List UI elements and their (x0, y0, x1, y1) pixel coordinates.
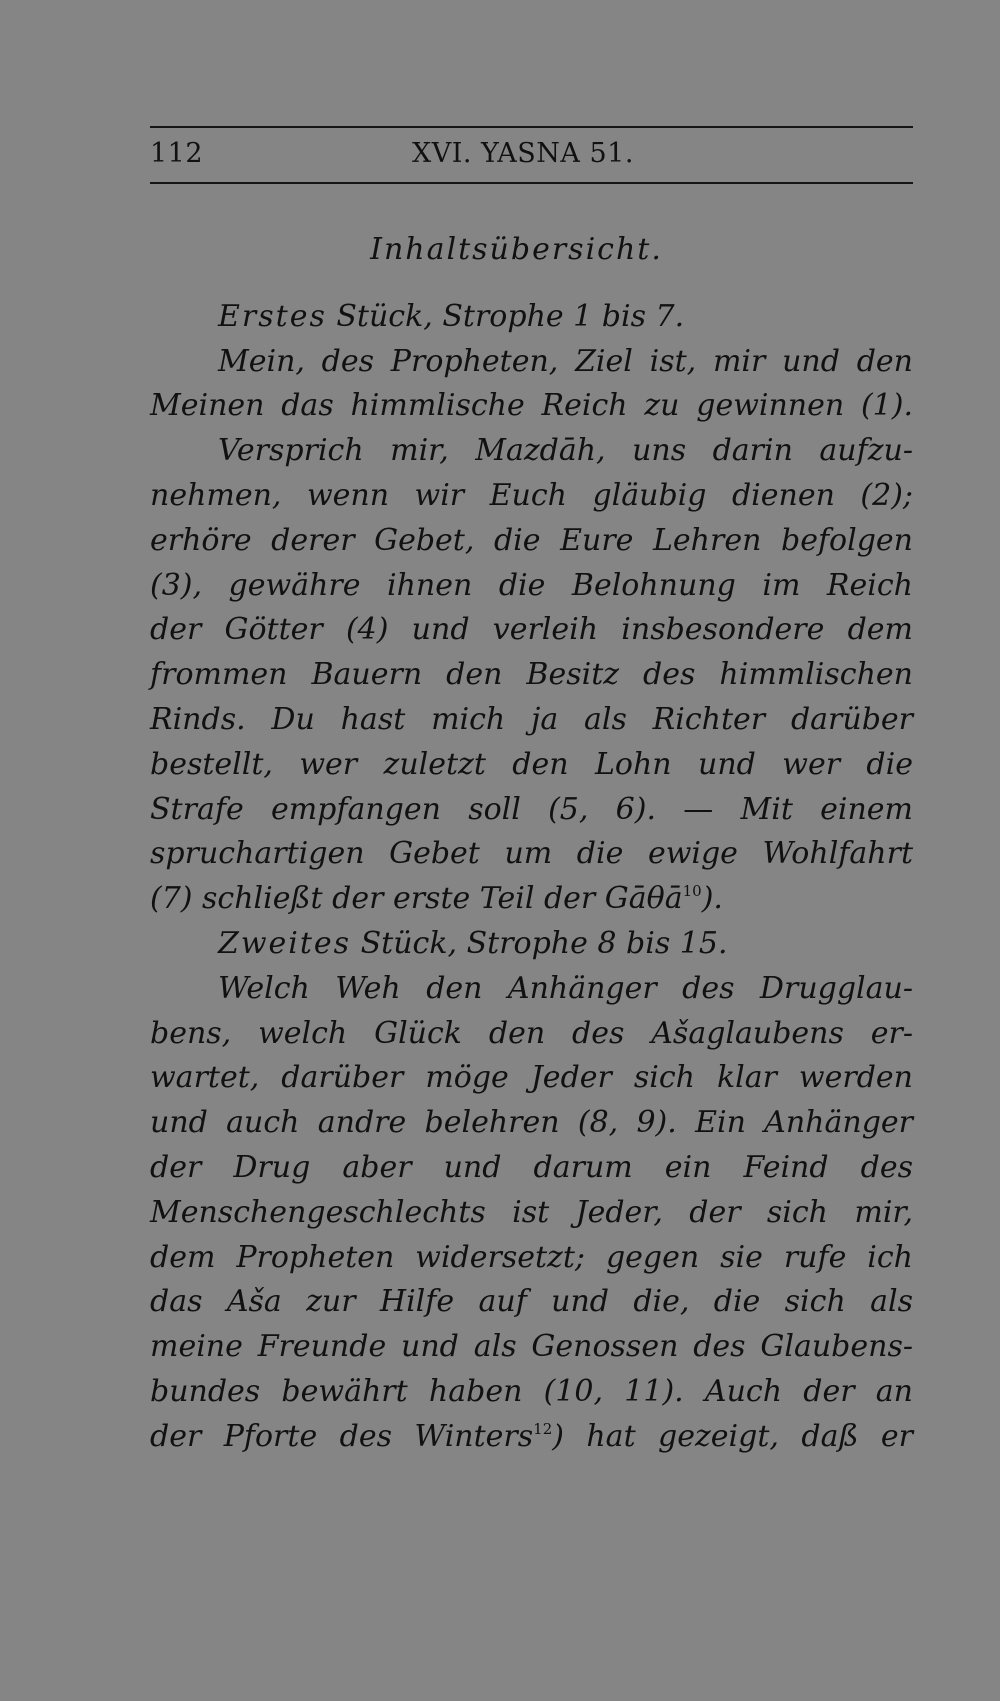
text-line: bens, welch Glück den des Ašaglaubens er- (150, 1015, 913, 1051)
text-line: bundes bewährt haben (10, 11). Auch der an (150, 1373, 913, 1409)
subheading-first-part (150, 295, 913, 340)
text-segment: ) hat gezeigt, daß er (552, 1418, 913, 1454)
header-rule-bottom (150, 182, 913, 184)
text-line: Mein, des Propheten, Ziel ist, mir und den (218, 343, 913, 379)
text-line: der Drug aber und darum ein Feind des (150, 1149, 913, 1185)
text-line: nehmen, wenn wir Euch gläubig dienen (2); (150, 477, 913, 513)
page-body (150, 228, 913, 1460)
text-line: Rinds. Du hast mich ja als Richter darüber (150, 701, 913, 737)
text-line: frommen Bauern den Besitz des himmlischen (150, 657, 913, 693)
subheading-first-rest: Stück, Strophe 1 bis 7. (326, 298, 685, 334)
header-rule-top (150, 126, 913, 128)
text-segment: ). (701, 881, 723, 917)
text-line: und auch andre belehren (8, 9). Ein Anhänger (150, 1105, 913, 1141)
text-line: erhöre derer Gebet, die Eure Lehren befolgen (150, 522, 913, 558)
running-header (150, 136, 913, 172)
footnote-marker: 10 (682, 882, 702, 901)
text-line-with-footnote (150, 877, 913, 922)
text-line: meine Freunde und als Genossen des Glaubens- (150, 1329, 913, 1365)
text-line: der Götter (4) und verleih insbesondere dem (150, 612, 913, 648)
footnote-marker: 12 (533, 1419, 553, 1438)
text-line: dem Propheten widersetzt; gegen sie rufe ich (150, 1239, 913, 1275)
text-line: (3), gewähre ihnen die Belohnung im Reich (150, 567, 913, 603)
text-line: spruchartigen Gebet um die ewige Wohlfahrt (150, 836, 913, 872)
running-head: XVI. YASNA 51. (412, 138, 634, 169)
text-line-with-footnote (150, 1415, 913, 1460)
text-line: Meinen das himmlische Reich zu gewinnen (1). (150, 388, 913, 424)
text-line: Welch Weh den Anhänger des Drugglau- (218, 970, 913, 1006)
text-line: bestellt, wer zuletzt den Lohn und wer die (150, 746, 913, 782)
text-segment: (7) schließt der erste Teil der Gāθā (150, 881, 683, 917)
section-title: Inhaltsübersicht. (370, 232, 663, 267)
subheading-second-word: Zweites (218, 925, 352, 961)
page-number: 112 (150, 138, 204, 169)
text-segment: der Pforte des Winters (150, 1418, 534, 1454)
text-line: Versprich mir, Mazdāh, uns darin aufzu- (218, 433, 913, 469)
text-line: das Aša zur Hilfe auf und die, die sich als (150, 1284, 913, 1320)
subheading-second-part (150, 922, 913, 967)
subheading-second-rest: Stück, Strophe 8 bis 15. (351, 925, 728, 961)
text-line: Menschengeschlechts ist Jeder, der sich mir, (150, 1194, 913, 1230)
subheading-first-word: Erstes (218, 298, 327, 334)
text-line: Strafe empfangen soll (5, 6). — Mit einem (150, 791, 913, 827)
text-line: wartet, darüber möge Jeder sich klar werden (150, 1060, 913, 1096)
